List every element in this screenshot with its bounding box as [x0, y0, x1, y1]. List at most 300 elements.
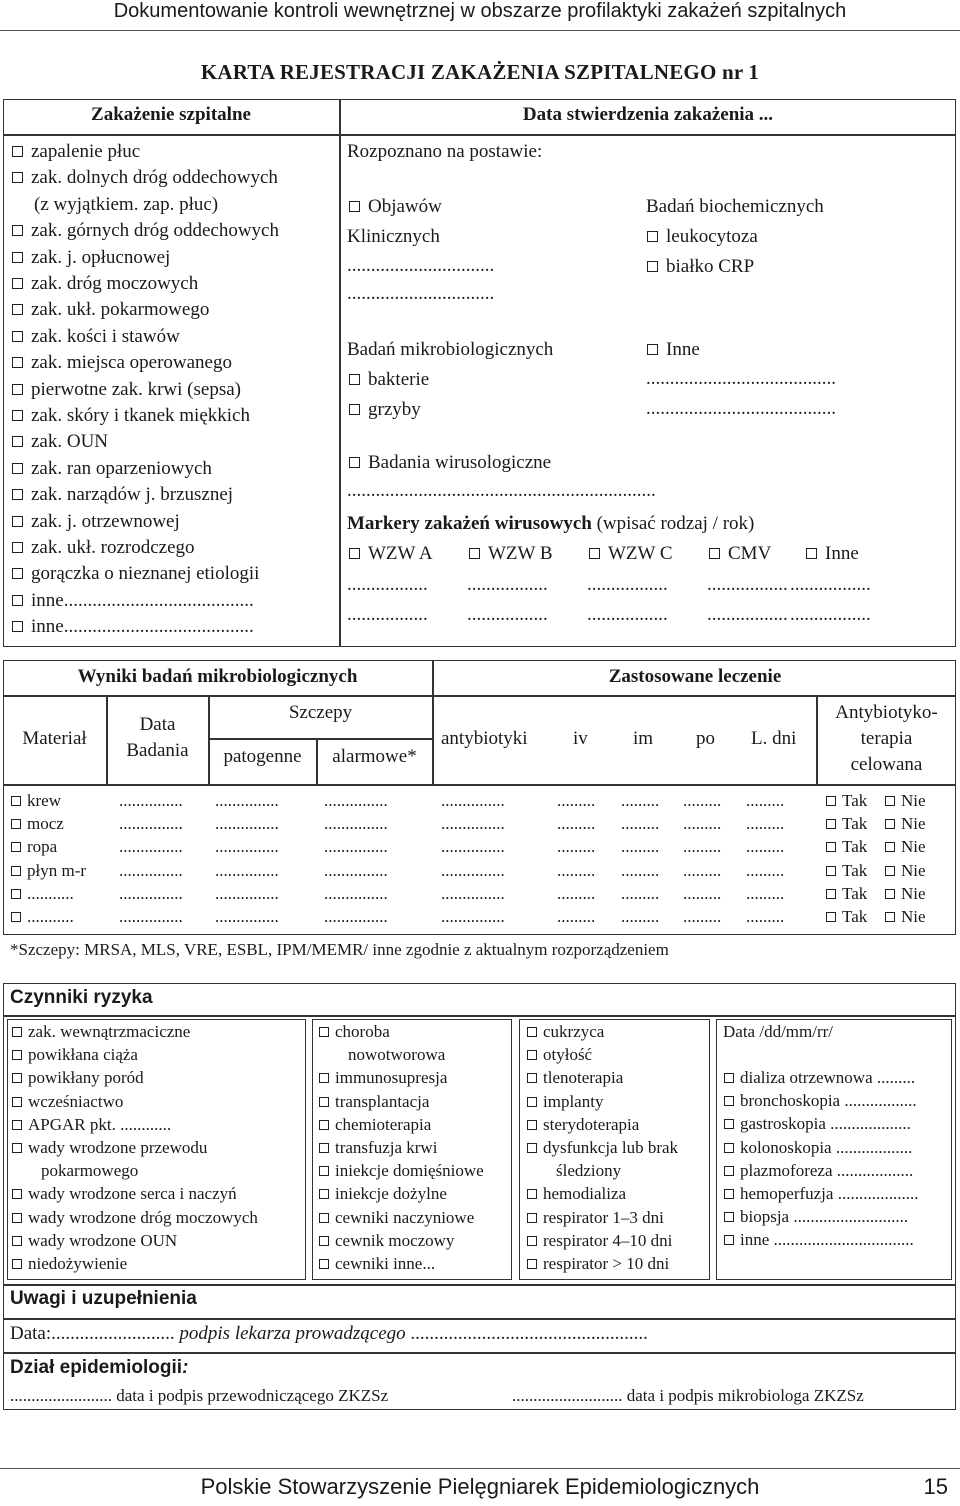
- tak-option[interactable]: [826, 814, 867, 834]
- checkbox-icon[interactable]: [527, 1120, 537, 1130]
- checkbox-icon[interactable]: [826, 842, 836, 852]
- checkbox-icon[interactable]: [724, 1073, 734, 1083]
- tak-option[interactable]: [826, 791, 867, 811]
- nie-option[interactable]: [885, 814, 926, 834]
- leukocytoza-option[interactable]: leukocytoza: [647, 226, 758, 248]
- result-cell[interactable]: .........: [746, 907, 785, 926]
- checkbox-icon[interactable]: [12, 357, 23, 368]
- infection-option[interactable]: [12, 379, 241, 401]
- marker-dots[interactable]: .................: [587, 604, 668, 625]
- material-option[interactable]: [11, 884, 74, 904]
- checkbox-icon[interactable]: [11, 866, 21, 876]
- risk-option[interactable]: [319, 1068, 447, 1088]
- nie-label: Nie: [901, 883, 926, 903]
- risk-option[interactable]: [319, 1231, 454, 1251]
- marker-dots[interactable]: .................: [587, 574, 668, 595]
- result-cell[interactable]: ...............: [324, 860, 388, 880]
- infection-option[interactable]: [12, 484, 233, 506]
- infection-option[interactable]: [12, 326, 180, 348]
- checkbox-icon[interactable]: [319, 1213, 329, 1223]
- crp-option[interactable]: białko CRP: [647, 256, 754, 278]
- risk-heading: Czynniki ryzyka: [10, 987, 153, 1008]
- checkbox-icon[interactable]: [11, 889, 21, 899]
- marker-option[interactable]: [469, 543, 553, 565]
- checkbox-icon[interactable]: [527, 1050, 537, 1060]
- nie-option[interactable]: [885, 861, 926, 881]
- checkbox-icon[interactable]: [12, 172, 23, 183]
- procedure-option[interactable]: [724, 1207, 908, 1227]
- result-cell[interactable]: .........: [621, 883, 660, 903]
- result-cell[interactable]: ...............: [324, 883, 388, 903]
- option-label: tlenoterapia: [543, 1068, 624, 1088]
- checkbox-icon[interactable]: [826, 796, 836, 806]
- infection-option[interactable]: [12, 273, 198, 295]
- checkbox-icon[interactable]: [12, 1027, 22, 1037]
- marker-label: WZW B: [488, 543, 553, 564]
- tak-option[interactable]: [826, 861, 867, 881]
- checkbox-icon[interactable]: [12, 621, 23, 632]
- risk-option[interactable]: [12, 1184, 237, 1204]
- checkbox-icon[interactable]: [724, 1096, 734, 1106]
- symptoms-option[interactable]: Objawów: [349, 196, 442, 218]
- risk-option[interactable]: [527, 1208, 664, 1228]
- option-label: zak. kości i stawów: [31, 325, 180, 347]
- risk-option[interactable]: [527, 1022, 604, 1042]
- infection-option[interactable]: [12, 352, 232, 374]
- risk-option[interactable]: [527, 1045, 592, 1065]
- col-data-2: Badania: [126, 740, 189, 761]
- inne-option[interactable]: Inne: [647, 339, 700, 361]
- infection-option[interactable]: [12, 616, 254, 638]
- checkbox-icon[interactable]: [12, 489, 23, 500]
- option-label: (z wyjątkiem. zap. płuc): [34, 193, 219, 215]
- result-cell[interactable]: .........: [621, 837, 660, 857]
- grzyby-option[interactable]: grzyby: [349, 399, 421, 421]
- risk-option[interactable]: [527, 1092, 603, 1112]
- risk-option[interactable]: [12, 1045, 138, 1065]
- option-label: zak. ran oparzeniowych: [31, 457, 212, 479]
- option-label: transplantacja: [335, 1091, 430, 1111]
- result-cell[interactable]: ...............: [119, 837, 183, 857]
- checkbox-icon[interactable]: [885, 819, 895, 829]
- result-cell[interactable]: ...............: [119, 907, 183, 926]
- checkbox-icon[interactable]: [12, 278, 23, 289]
- result-cell[interactable]: ...............: [215, 860, 279, 880]
- material-option[interactable]: [11, 861, 86, 881]
- option-label: zak. miejsca operowanego: [31, 352, 232, 374]
- checkbox-icon[interactable]: [11, 819, 21, 829]
- risk-option[interactable]: [527, 1231, 672, 1251]
- procedure-option[interactable]: [724, 1230, 914, 1250]
- tak-option[interactable]: [826, 884, 867, 904]
- checkbox-icon[interactable]: [724, 1212, 734, 1222]
- checkbox-icon[interactable]: [12, 568, 23, 579]
- procedure-option[interactable]: [724, 1161, 913, 1181]
- checkbox-icon[interactable]: [12, 516, 23, 527]
- checkbox-icon[interactable]: [826, 819, 836, 829]
- risk-option: [556, 1161, 621, 1181]
- procedure-label: kolonoskopia ..................: [740, 1137, 913, 1157]
- material-option[interactable]: [11, 814, 64, 834]
- risk-option[interactable]: [319, 1254, 435, 1274]
- procedure-label: dializa otrzewnowa .........: [740, 1068, 916, 1087]
- checkbox-icon[interactable]: [527, 1097, 537, 1107]
- option-label: respirator 1–3 dni: [543, 1207, 664, 1227]
- checkbox-icon[interactable]: [589, 548, 600, 559]
- result-cell[interactable]: .........: [557, 814, 596, 834]
- option-label: zak. ukł. pokarmowego: [31, 299, 210, 321]
- result-cell[interactable]: ...............: [119, 791, 183, 810]
- checkbox-icon[interactable]: [527, 1143, 537, 1153]
- option-label: zak. narządów j. brzusznej: [31, 484, 234, 506]
- option-label: cewniki inne...: [335, 1254, 436, 1273]
- col-szczepy: Szczepy: [288, 702, 353, 723]
- marker-dots[interactable]: .................: [467, 574, 548, 595]
- material-label: ...........: [27, 883, 74, 903]
- checkbox-icon[interactable]: [12, 1189, 22, 1199]
- checkbox-icon[interactable]: [885, 796, 895, 806]
- result-cell[interactable]: .........: [557, 883, 596, 903]
- result-cell[interactable]: ...............: [215, 837, 279, 857]
- tak-option[interactable]: [826, 837, 867, 857]
- risk-option[interactable]: [319, 1161, 484, 1181]
- material-option[interactable]: [11, 791, 61, 811]
- infection-option[interactable]: [12, 537, 195, 559]
- material-label: mocz: [27, 814, 64, 834]
- marker-dots[interactable]: .................: [790, 574, 871, 595]
- result-cell[interactable]: .........: [683, 814, 722, 834]
- checkbox-icon[interactable]: [724, 1235, 734, 1245]
- result-cell[interactable]: .........: [557, 907, 596, 926]
- checkbox-icon[interactable]: [12, 542, 23, 553]
- result-cell[interactable]: ...............: [215, 907, 279, 926]
- checkbox-icon[interactable]: [319, 1259, 329, 1269]
- option-label: APGAR pkt. ............: [28, 1114, 172, 1134]
- risk-option[interactable]: [12, 1068, 144, 1088]
- procedure-option[interactable]: [724, 1184, 918, 1204]
- marker-dots[interactable]: .................: [347, 604, 428, 625]
- infection-option[interactable]: [12, 141, 140, 163]
- result-cell[interactable]: ...............: [441, 907, 505, 926]
- col-im: im: [633, 728, 654, 749]
- procedure-option[interactable]: [724, 1091, 917, 1111]
- bakterie-option[interactable]: bakterie: [349, 369, 429, 391]
- checkbox-icon[interactable]: [349, 548, 360, 559]
- infection-option[interactable]: [12, 247, 170, 269]
- footer-text: Polskie Stowarzyszenie Pielęgniarek Epidemiologicznych: [200, 1474, 760, 1499]
- option-label: otyłość: [543, 1045, 593, 1065]
- option-label: zak. ukł. rozrodczego: [31, 537, 195, 558]
- risk-option[interactable]: [12, 1138, 207, 1158]
- epidemiology-heading: Dział epidemiologii:: [10, 1357, 189, 1378]
- material-option[interactable]: [11, 907, 74, 927]
- checkbox-icon[interactable]: [319, 1120, 329, 1130]
- result-cell[interactable]: .........: [557, 791, 596, 810]
- risk-option[interactable]: [12, 1022, 190, 1042]
- notes-rule-3: [3, 1352, 956, 1354]
- tak-option[interactable]: [826, 907, 867, 927]
- infection-option[interactable]: [12, 458, 212, 480]
- infection-option[interactable]: [12, 167, 278, 189]
- checkbox-icon[interactable]: [319, 1189, 329, 1199]
- option-label: zak. j. otrzewnowej: [31, 510, 180, 532]
- procedure-option[interactable]: [724, 1114, 911, 1134]
- nie-label: Nie: [901, 860, 926, 880]
- checkbox-icon[interactable]: [527, 1213, 537, 1223]
- checkbox-icon[interactable]: [469, 548, 480, 559]
- checkbox-icon[interactable]: [349, 201, 360, 212]
- checkbox-icon[interactable]: [12, 410, 23, 421]
- checkbox-icon[interactable]: [319, 1073, 329, 1083]
- risk-option[interactable]: [527, 1138, 678, 1158]
- checkbox-icon[interactable]: [319, 1097, 329, 1107]
- procedure-option[interactable]: [724, 1068, 915, 1088]
- szczepy-footnote: *Szczepy: MRSA, MLS, VRE, ESBL, IPM/MEMR/ inne zgodnie z aktualnym rozporządzeniem: [10, 940, 669, 959]
- result-cell[interactable]: .........: [746, 814, 785, 834]
- result-cell[interactable]: .........: [746, 883, 785, 903]
- clinical-dots-2: ...............................: [347, 283, 495, 304]
- checkbox-icon[interactable]: [349, 404, 360, 415]
- checkbox-icon[interactable]: [12, 463, 23, 474]
- risk-option[interactable]: [319, 1092, 429, 1112]
- checkbox-icon[interactable]: [12, 1120, 22, 1130]
- nie-option[interactable]: [885, 884, 926, 904]
- infection-option[interactable]: [12, 590, 254, 612]
- infection-option[interactable]: [12, 220, 279, 242]
- result-cell[interactable]: ...............: [441, 860, 505, 880]
- risk-option[interactable]: [527, 1068, 623, 1088]
- infection-option[interactable]: [12, 431, 108, 453]
- biochem-label: Badań biochemicznych: [646, 196, 824, 217]
- risk-option[interactable]: [319, 1208, 474, 1228]
- marker-dots[interactable]: .................: [347, 574, 428, 595]
- checkbox-icon[interactable]: [826, 866, 836, 876]
- checkbox-icon[interactable]: [319, 1236, 329, 1246]
- diagnosis-basis: Rozpoznano na postawie:: [347, 141, 543, 162]
- checkbox-icon[interactable]: [12, 1097, 22, 1107]
- checkbox-icon[interactable]: [11, 796, 21, 806]
- risk-option: [348, 1045, 445, 1065]
- option-label: respirator 4–10 dni: [543, 1230, 673, 1250]
- option-label: wady wrodzone przewodu: [28, 1138, 208, 1157]
- checkbox-icon[interactable]: [724, 1189, 734, 1199]
- microbiologist-signature-line[interactable]: .......................... data i podpis mikrobiologa ZKZSz: [512, 1386, 864, 1405]
- option-label: zak. dróg moczowych: [31, 273, 199, 294]
- procedure-label: hemoperfuzja ...................: [740, 1184, 919, 1203]
- checkbox-icon[interactable]: [647, 344, 658, 355]
- virus-dots: .................................................................: [347, 480, 656, 501]
- risk-option[interactable]: [12, 1231, 177, 1251]
- marker-dots[interactable]: .................: [790, 604, 871, 625]
- checkbox-icon[interactable]: [11, 842, 21, 852]
- result-cell[interactable]: .........: [683, 837, 722, 857]
- result-cell[interactable]: .........: [683, 791, 722, 810]
- checkbox-icon[interactable]: [12, 146, 23, 157]
- checkbox-icon[interactable]: [12, 1050, 22, 1060]
- checkbox-icon[interactable]: [12, 595, 23, 606]
- nie-option[interactable]: [885, 791, 926, 811]
- option-label: cewniki naczyniowe: [335, 1207, 475, 1227]
- infection-option[interactable]: [12, 299, 209, 321]
- col-celowana-3: celowana: [850, 754, 923, 775]
- result-cell[interactable]: ...............: [441, 837, 505, 857]
- notes-rule: [3, 1284, 956, 1286]
- result-cell[interactable]: .........: [621, 860, 660, 880]
- left-heading-rule: [3, 134, 339, 136]
- option-label: implanty: [543, 1091, 604, 1111]
- page-number: 15: [923, 1474, 948, 1499]
- result-cell[interactable]: ...............: [324, 814, 388, 834]
- result-cell[interactable]: ...............: [324, 791, 388, 810]
- infection-option: [34, 194, 218, 216]
- risk-date-title: Data /dd/mm/rr/: [723, 1022, 834, 1041]
- result-cell[interactable]: ...............: [215, 883, 279, 903]
- result-cell[interactable]: .........: [557, 837, 596, 857]
- risk-option[interactable]: [12, 1115, 171, 1135]
- option-label: zak. wewnątrzmaciczne: [28, 1022, 191, 1041]
- result-cell[interactable]: .........: [621, 907, 660, 926]
- checkbox-icon[interactable]: [349, 374, 360, 385]
- procedure-option[interactable]: [724, 1138, 912, 1158]
- risk-option[interactable]: [12, 1254, 127, 1274]
- checkbox-icon[interactable]: [724, 1166, 734, 1176]
- result-cell[interactable]: ...............: [441, 791, 505, 810]
- result-cell[interactable]: ...............: [119, 860, 183, 880]
- checkbox-icon[interactable]: [885, 842, 895, 852]
- infection-option[interactable]: [12, 563, 259, 585]
- marker-dots[interactable]: .................: [467, 604, 548, 625]
- checkbox-icon[interactable]: [319, 1027, 329, 1037]
- checkbox-icon[interactable]: [12, 1259, 22, 1269]
- checkbox-icon[interactable]: [12, 384, 23, 395]
- risk-option[interactable]: [527, 1184, 626, 1204]
- result-cell[interactable]: ...............: [324, 837, 388, 857]
- result-cell[interactable]: ...............: [441, 883, 505, 903]
- risk-option[interactable]: [319, 1022, 390, 1042]
- checkbox-icon[interactable]: [826, 912, 836, 922]
- checkbox-icon[interactable]: [724, 1143, 734, 1153]
- option-label: zapalenie płuc: [31, 141, 141, 162]
- col-celowana-2: terapia: [860, 728, 913, 749]
- checkbox-icon[interactable]: [319, 1166, 329, 1176]
- checkbox-icon[interactable]: [806, 548, 817, 559]
- infection-option[interactable]: [12, 405, 250, 427]
- marker-option[interactable]: [349, 543, 433, 565]
- checkbox-icon[interactable]: [527, 1073, 537, 1083]
- checkbox-icon[interactable]: [12, 304, 23, 315]
- result-cell[interactable]: ...............: [441, 814, 505, 834]
- result-cell[interactable]: .........: [621, 791, 660, 810]
- checkbox-icon[interactable]: [527, 1236, 537, 1246]
- material-label: krew: [27, 791, 61, 810]
- checkbox-icon[interactable]: [527, 1189, 537, 1199]
- header-rule: [0, 30, 960, 31]
- result-cell[interactable]: .........: [746, 791, 785, 810]
- tak-label: Tak: [842, 837, 868, 857]
- col-data-1: Data: [139, 714, 176, 735]
- result-cell[interactable]: ...............: [324, 907, 388, 926]
- checkbox-icon[interactable]: [885, 889, 895, 899]
- nie-option[interactable]: [885, 837, 926, 857]
- option-label: immunosupresja: [335, 1068, 448, 1088]
- material-option[interactable]: [11, 837, 57, 857]
- result-cell[interactable]: ...............: [119, 883, 183, 903]
- option-label: nowotworowa: [348, 1045, 446, 1065]
- infection-option[interactable]: [12, 511, 180, 533]
- checkbox-icon[interactable]: [885, 866, 895, 876]
- result-cell[interactable]: ...............: [215, 814, 279, 834]
- virus-option[interactable]: Badania wirusologiczne: [349, 452, 551, 474]
- checkbox-icon[interactable]: [12, 225, 23, 236]
- marker-dots[interactable]: .................: [707, 604, 788, 625]
- marker-option[interactable]: [806, 543, 859, 565]
- nie-label: Nie: [901, 814, 926, 834]
- checkbox-icon[interactable]: [12, 252, 23, 263]
- checkbox-icon[interactable]: [349, 457, 360, 468]
- chair-signature-line[interactable]: ........................ data i podpis przewodniczącego ZKZSz: [10, 1386, 389, 1405]
- checkbox-icon[interactable]: [12, 331, 23, 342]
- risk-option: [41, 1161, 138, 1181]
- checkbox-icon[interactable]: [885, 912, 895, 922]
- nie-label: Nie: [901, 791, 926, 810]
- col-iv: iv: [573, 728, 588, 749]
- risk-option[interactable]: [12, 1208, 258, 1228]
- result-cell[interactable]: .........: [621, 814, 660, 834]
- result-cell[interactable]: .........: [557, 860, 596, 880]
- result-cell[interactable]: .........: [683, 907, 722, 926]
- col-antybiotyki: antybiotyki: [441, 728, 528, 749]
- marker-dots[interactable]: .................: [707, 574, 788, 595]
- result-cell[interactable]: ...............: [119, 814, 183, 834]
- checkbox-icon[interactable]: [12, 436, 23, 447]
- checkbox-icon[interactable]: [647, 231, 658, 242]
- option-label: inne........................................: [31, 616, 254, 638]
- checkbox-icon[interactable]: [11, 912, 21, 922]
- checkbox-icon[interactable]: [647, 261, 658, 272]
- result-cell[interactable]: .........: [683, 860, 722, 880]
- result-cell[interactable]: ...............: [215, 791, 279, 810]
- checkbox-icon[interactable]: [527, 1027, 537, 1037]
- doctor-signature-line[interactable]: Data:.......................... podpis lekarza prowadzącego ..................................................: [10, 1323, 648, 1344]
- checkbox-icon[interactable]: [709, 548, 720, 559]
- marker-option[interactable]: [709, 543, 771, 565]
- risk-option[interactable]: [527, 1254, 669, 1274]
- marker-option[interactable]: [589, 543, 673, 565]
- checkbox-icon[interactable]: [826, 889, 836, 899]
- result-cell[interactable]: .........: [746, 837, 785, 857]
- risk-option[interactable]: [527, 1115, 639, 1135]
- marker-label: WZW A: [368, 543, 433, 564]
- checkbox-icon[interactable]: [724, 1119, 734, 1129]
- checkbox-icon[interactable]: [12, 1143, 22, 1153]
- nie-option[interactable]: [885, 907, 926, 927]
- markers-heading: Markery zakażeń wirusowych (wpisać rodzaj / rok): [347, 513, 755, 534]
- result-cell[interactable]: .........: [683, 883, 722, 903]
- checkbox-icon[interactable]: [319, 1143, 329, 1153]
- risk-option[interactable]: [319, 1115, 431, 1135]
- risk-option[interactable]: [12, 1092, 123, 1112]
- risk-option[interactable]: [319, 1184, 447, 1204]
- result-cell[interactable]: .........: [746, 860, 785, 880]
- option-label: iniekcje domięśniowe: [335, 1161, 484, 1181]
- checkbox-icon[interactable]: [12, 1073, 22, 1083]
- option-label: wady wrodzone dróg moczowych: [28, 1207, 258, 1227]
- checkbox-icon[interactable]: [12, 1236, 22, 1246]
- checkbox-icon[interactable]: [12, 1213, 22, 1223]
- risk-option[interactable]: [319, 1138, 437, 1158]
- checkbox-icon[interactable]: [527, 1259, 537, 1269]
- col-alarmowe: alarmowe*: [332, 746, 417, 767]
